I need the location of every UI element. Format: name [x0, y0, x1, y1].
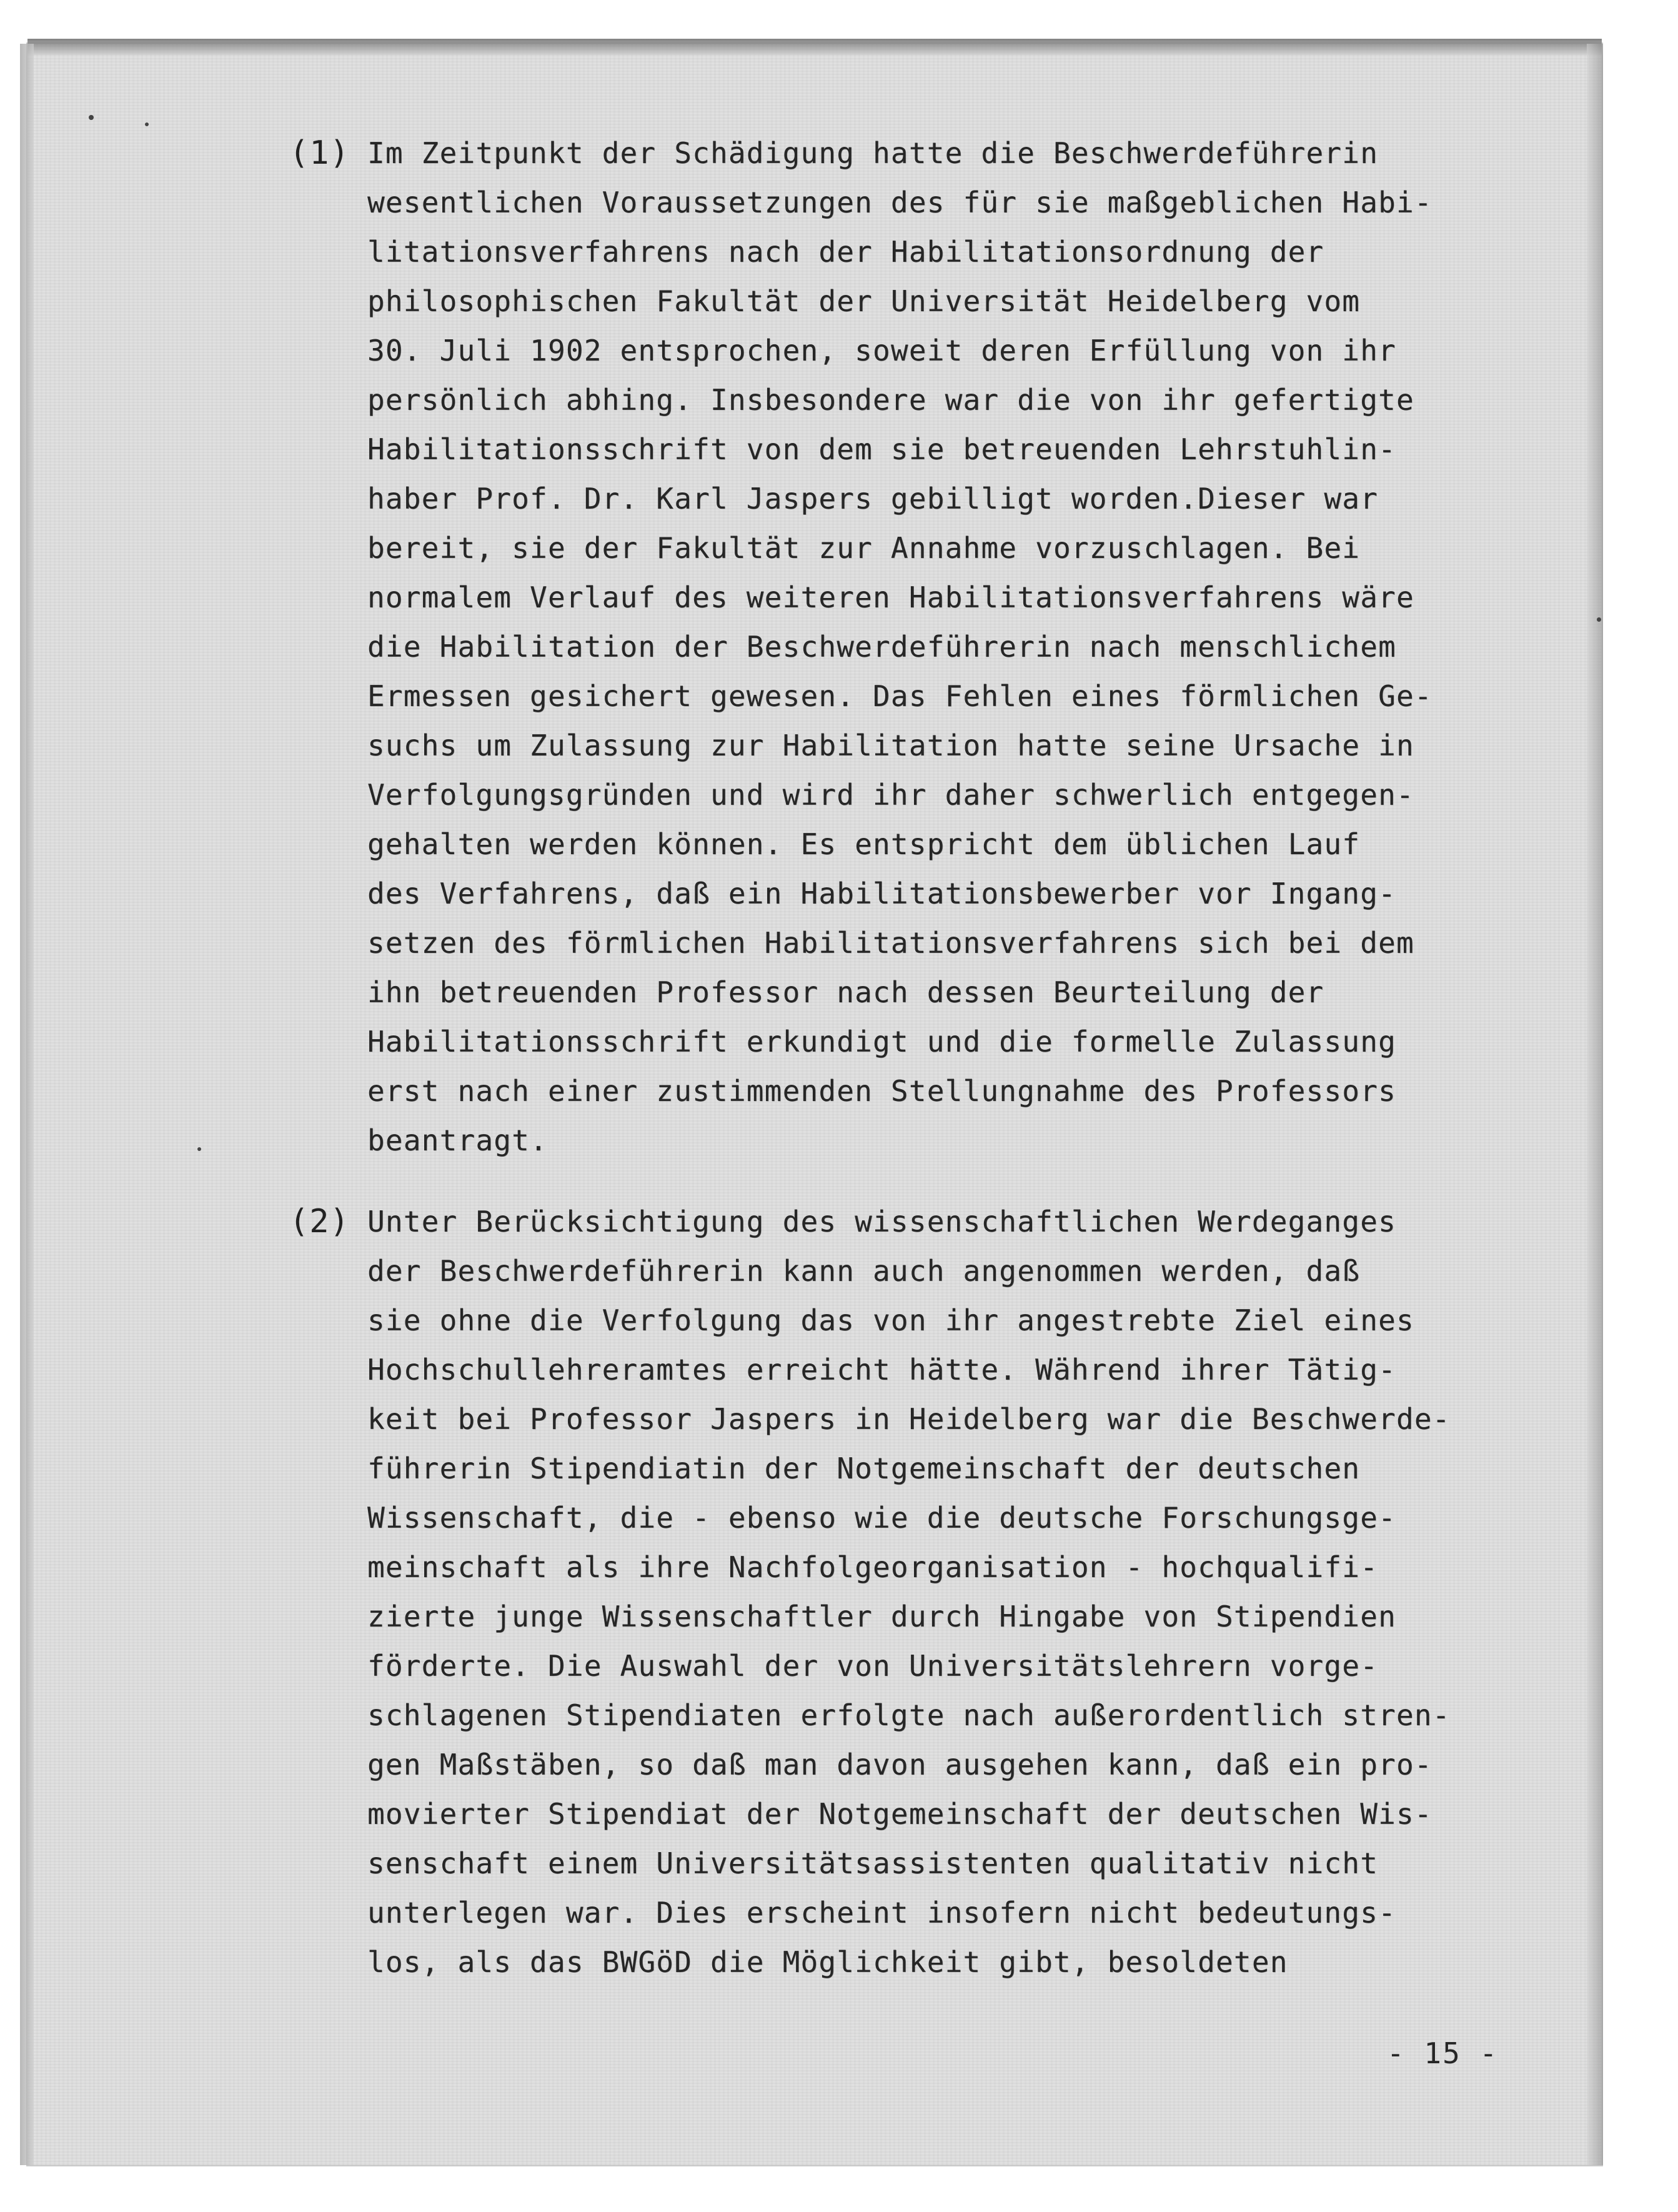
text-line: meinschaft als ihre Nachfolgeorganisation - hochqualifi-	[367, 1550, 1379, 1584]
paragraph-text	[367, 1197, 1554, 1987]
text-line: Wissenschaft, die - ebenso wie die deutsche Forschungsge-	[367, 1501, 1396, 1535]
text-line: litationsverfahrens nach der Habilitationsordnung der	[367, 235, 1324, 269]
text-line: die Habilitation der Beschwerdeführerin nach menschlichem	[367, 630, 1396, 664]
text-line: philosophischen Fakultät der Universität Heidelberg vom	[367, 284, 1361, 318]
text-line: suchs um Zulassung zur Habilitation hatte seine Ursache in	[367, 729, 1414, 762]
text-line: haber Prof. Dr. Karl Jaspers gebilligt worden.Dieser war	[367, 482, 1379, 516]
text-line: wesentlichen Voraussetzungen des für sie maßgeblichen Habi-	[367, 186, 1432, 219]
stray-dot-mark	[197, 1147, 201, 1151]
text-line: Habilitationsschrift erkundigt und die formelle Zulassung	[367, 1025, 1396, 1059]
sheet-top-edge-shadow	[27, 39, 1602, 55]
text-line: 30. Juli 1902 entsprochen, soweit deren Erfüllung von ihr	[367, 334, 1396, 367]
text-line: zierte junge Wissenschaftler durch Hingabe von Stipendien	[367, 1600, 1396, 1633]
text-line: ihn betreuenden Professor nach dessen Beurteilung der	[367, 975, 1324, 1009]
paragraph-text	[367, 129, 1554, 1165]
stray-dot-mark	[1597, 617, 1601, 622]
text-line: schlagenen Stipendiaten erfolgte nach außerordentlich stren-	[367, 1698, 1451, 1732]
text-line: des Verfahrens, daß ein Habilitationsbewerber vor Ingang-	[367, 877, 1396, 910]
text-line: beantragt.	[367, 1123, 548, 1157]
paragraph-number: (1)	[289, 134, 350, 172]
text-line: movierter Stipendiat der Notgemeinschaft der deutschen Wis-	[367, 1797, 1432, 1831]
text-line: Unter Berücksichtigung des wissenschaftlichen Werdeganges	[367, 1205, 1396, 1238]
text-line: Verfolgungsgründen und wird ihr daher schwerlich entgegen-	[367, 778, 1414, 812]
text-line: gen Maßstäben, so daß man davon ausgehen kann, daß ein pro-	[367, 1748, 1432, 1781]
text-line: unterlegen war. Dies erscheint insofern nicht bedeutungs-	[367, 1896, 1396, 1930]
text-line: bereit, sie der Fakultät zur Annahme vorzuschlagen. Bei	[367, 531, 1361, 565]
paragraph-number: (2)	[289, 1203, 350, 1240]
text-line: führerin Stipendiatin der Notgemeinschaft der deutschen	[367, 1452, 1361, 1485]
text-line: Im Zeitpunkt der Schädigung hatte die Beschwerdeführerin	[367, 136, 1379, 170]
text-line: Hochschullehreramtes erreicht hätte. Während ihrer Tätig-	[367, 1353, 1396, 1387]
text-line: keit bei Professor Jaspers in Heidelberg war die Beschwerde-	[367, 1402, 1451, 1436]
text-line: der Beschwerdeführerin kann auch angenommen werden, daß	[367, 1254, 1361, 1288]
text-line: setzen des förmlichen Habilitationsverfahrens sich bei dem	[367, 926, 1414, 960]
stray-dot-mark	[145, 122, 149, 126]
text-line: sie ohne die Verfolgung das von ihr angestrebte Ziel eines	[367, 1303, 1414, 1337]
text-line: senschaft einem Universitätsassistenten qualitativ nicht	[367, 1846, 1379, 1880]
text-line: Habilitationsschrift von dem sie betreuenden Lehrstuhlin-	[367, 432, 1396, 466]
text-line: förderte. Die Auswahl der von Universitätslehrern vorge-	[367, 1649, 1379, 1683]
text-line: persönlich abhing. Insbesondere war die von ihr gefertigte	[367, 383, 1414, 417]
page-number: - 15 -	[1387, 2036, 1499, 2070]
sheet-left-edge-shadow	[20, 44, 34, 2165]
text-line: gehalten werden können. Es entspricht dem üblichen Lauf	[367, 827, 1361, 861]
text-line: Ermessen gesichert gewesen. Das Fehlen eines förmlichen Ge-	[367, 679, 1432, 713]
text-line: normalem Verlauf des weiteren Habilitationsverfahrens wäre	[367, 580, 1414, 614]
stray-dot-mark	[89, 115, 94, 120]
text-line: erst nach einer zustimmenden Stellungnahme des Professors	[367, 1074, 1396, 1108]
sheet-right-edge-shadow	[1587, 44, 1603, 2165]
text-line: los, als das BWGöD die Möglichkeit gibt, besoldeten	[367, 1945, 1288, 1979]
